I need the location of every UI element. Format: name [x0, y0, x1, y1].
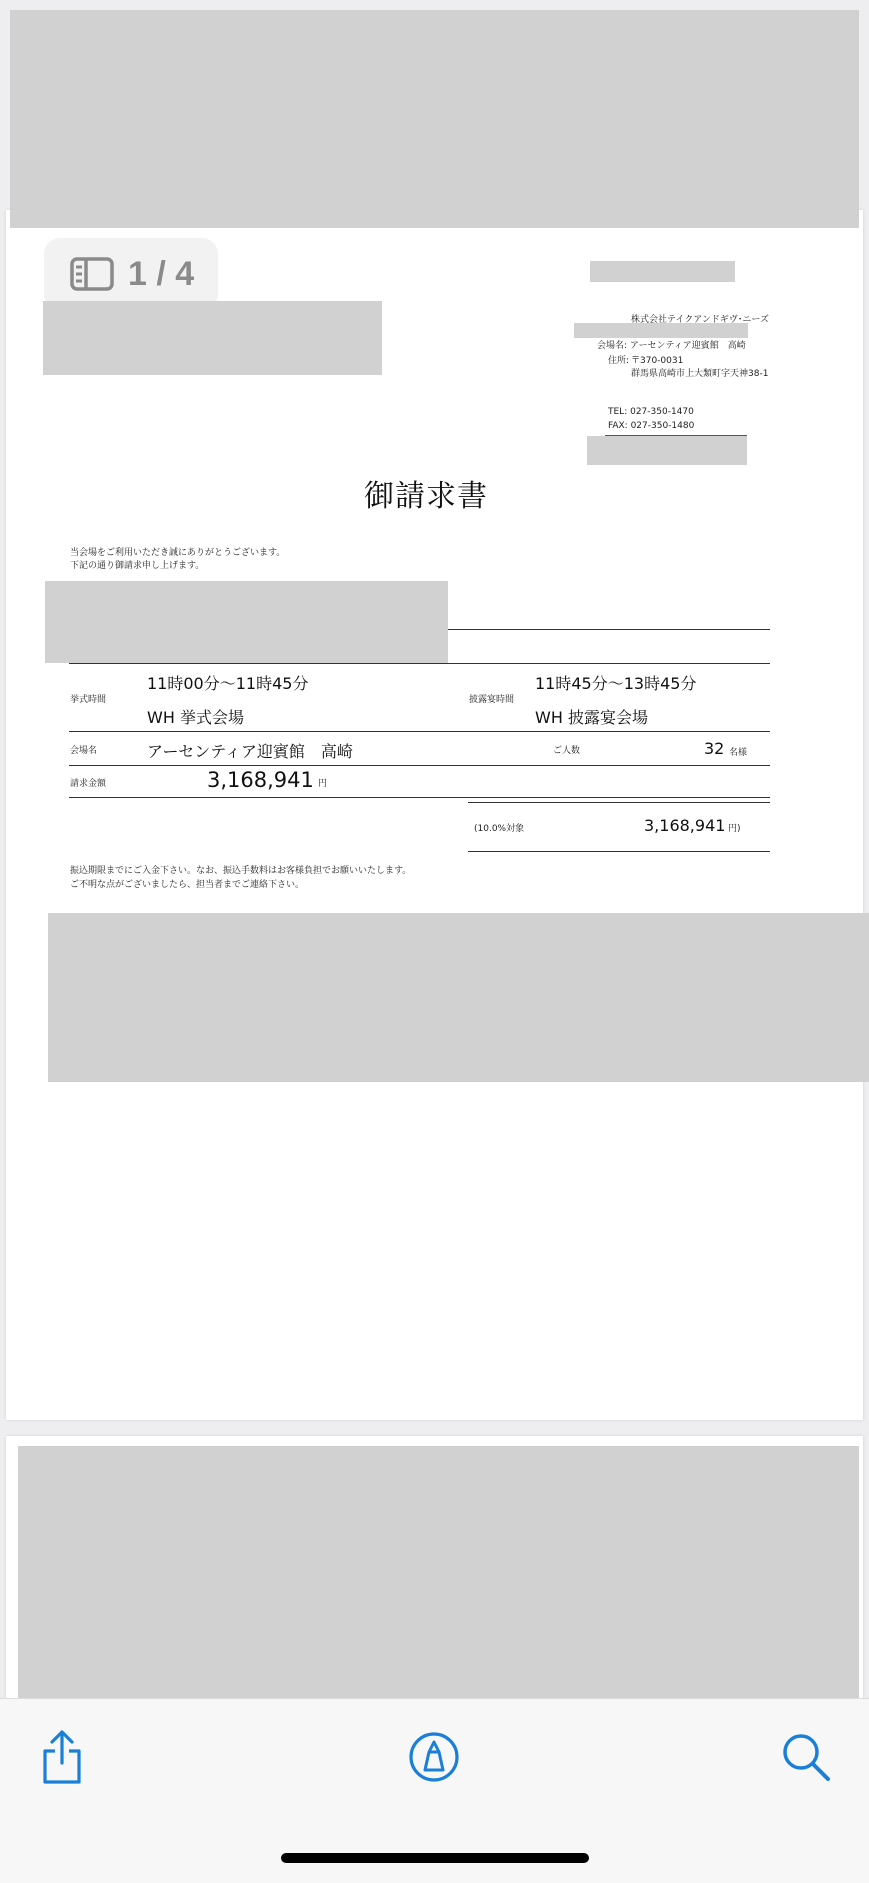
- fax-underline: [605, 435, 747, 436]
- venue-name: アーセンティア迎賓館 高崎: [147, 742, 353, 761]
- page-indicator[interactable]: [44, 238, 218, 310]
- table-line: [468, 802, 770, 803]
- page-indicator-label: 1 / 4: [128, 254, 195, 293]
- search-button[interactable]: [776, 1727, 836, 1787]
- tax-amount: 3,168,941: [644, 816, 726, 835]
- redacted-top: [10, 10, 859, 228]
- share-button[interactable]: [32, 1727, 92, 1787]
- document-page-1[interactable]: [6, 210, 863, 1420]
- note-line-1: 振込期限までにご入金下さい。なお、振込手数料はお客様負担でお願いいたします。: [70, 866, 412, 876]
- address: 群馬県高崎市上大類町字天神38-1: [631, 369, 769, 379]
- ceremony-label: 挙式時間: [70, 695, 107, 705]
- table-line: [468, 851, 770, 852]
- sidebar-icon: [70, 257, 114, 291]
- venue-label: 会場名: [70, 746, 98, 756]
- tax-unit: 円): [728, 824, 741, 834]
- greeting-line-1: 当会場をご利用いただき誠にありがとうございます。: [70, 548, 286, 558]
- table-line: [468, 797, 770, 798]
- markup-pen-icon: [407, 1730, 461, 1784]
- reception-label: 披露宴時間: [469, 695, 515, 705]
- reception-place: WH 披露宴会場: [535, 708, 648, 727]
- table-line: [69, 663, 770, 664]
- note-line-2: ご不明な点がございましたら、担当者までご連絡下さい。: [70, 880, 305, 890]
- table-line: [69, 797, 470, 798]
- guests-label: ご人数: [553, 746, 581, 756]
- guests-unit: 名様: [729, 748, 748, 758]
- table-line: [448, 629, 770, 630]
- amount-unit: 円: [318, 779, 328, 789]
- redacted-stamp: [587, 436, 747, 465]
- ceremony-time: 11時00分〜11時45分: [147, 674, 309, 693]
- fax: FAX: 027-350-1480: [608, 421, 695, 431]
- venue-line: 会場名: アーセンティア迎賓館 高崎: [597, 341, 746, 351]
- document-title: 御請求書: [364, 479, 488, 514]
- table-line: [69, 731, 770, 732]
- ceremony-place: WH 挙式会場: [147, 708, 244, 727]
- postal-code: 〒370-0031: [631, 356, 684, 366]
- company-name: 株式会社テイクアンドギヴ･ニーズ: [631, 315, 769, 325]
- redacted-header-right: [590, 261, 735, 282]
- tel: TEL: 027-350-1470: [608, 407, 694, 417]
- amount-value: 3,168,941: [207, 768, 314, 792]
- amount-label: 請求金額: [70, 779, 107, 789]
- reception-time: 11時45分〜13時45分: [535, 674, 697, 693]
- tax-label: (10.0%対象: [474, 824, 525, 834]
- markup-button[interactable]: [404, 1727, 464, 1787]
- redacted-bank-details: [48, 913, 869, 1082]
- greeting-line-2: 下記の通り御請求申し上げます。: [70, 561, 205, 571]
- redacted-page-2: [18, 1446, 859, 1706]
- redacted-recipient: [43, 301, 382, 375]
- table-line: [69, 765, 770, 766]
- home-indicator[interactable]: [281, 1853, 589, 1863]
- share-icon: [40, 1729, 84, 1785]
- redacted-rep-name: [574, 323, 748, 338]
- address-label: 住所:: [608, 356, 630, 366]
- redacted-subject: [45, 581, 448, 663]
- guests-count: 32: [704, 739, 725, 758]
- search-icon: [780, 1731, 832, 1783]
